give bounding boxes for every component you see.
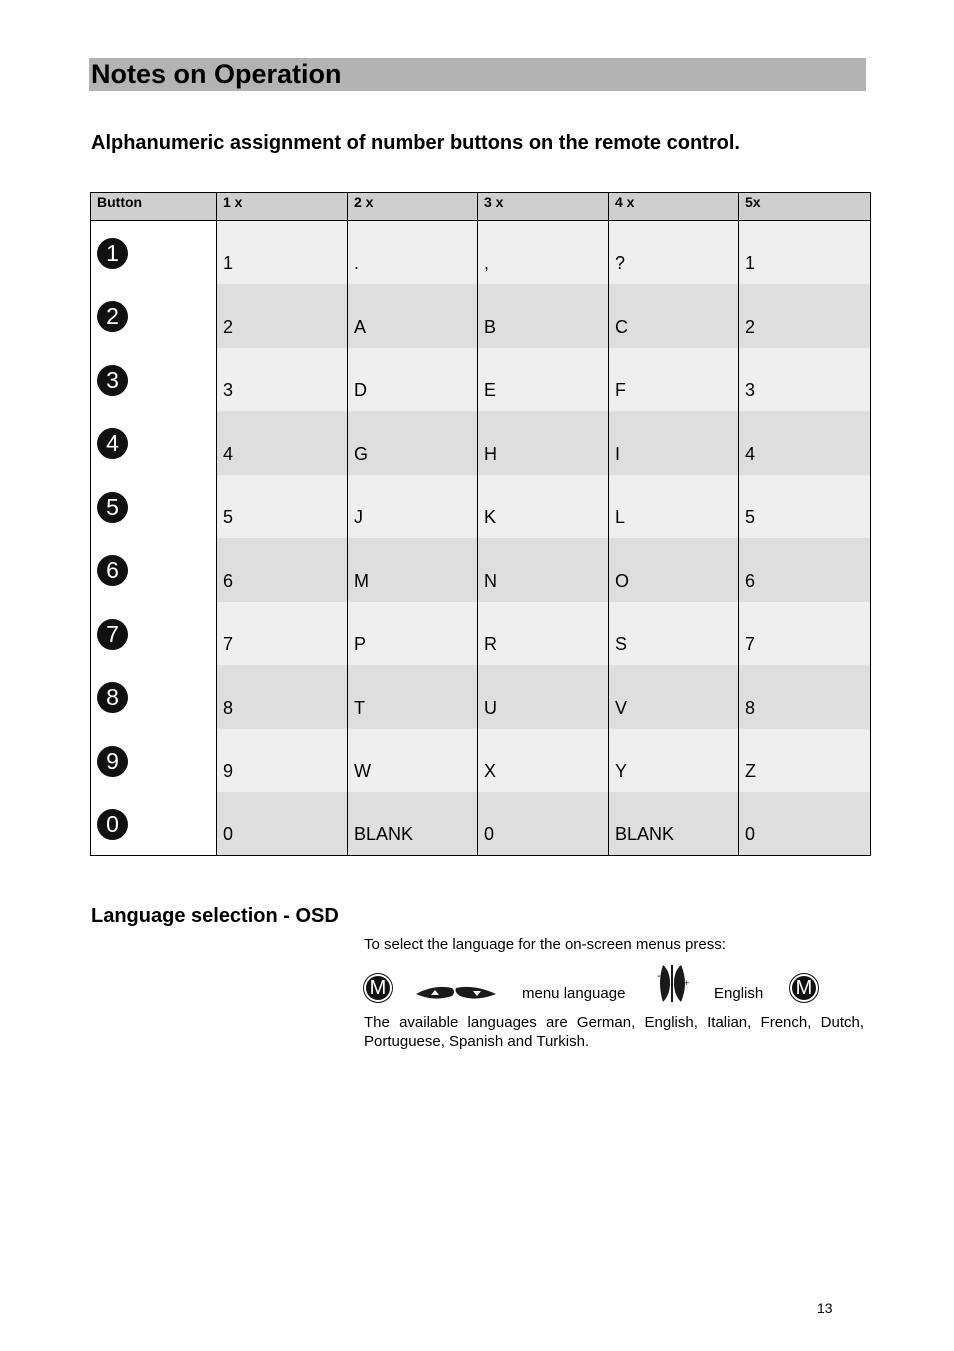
char-cell: O: [609, 538, 739, 602]
table-row: [91, 411, 871, 475]
char-cell: H: [478, 411, 609, 475]
table-row: [91, 729, 871, 793]
char-cell: K: [478, 475, 609, 539]
number-button-icon: 1: [97, 238, 128, 269]
char-cell: 7: [217, 602, 348, 666]
char-cell: ?: [609, 221, 739, 285]
table-row: [91, 538, 871, 602]
char-cell: .: [348, 221, 478, 285]
char-cell: 3: [217, 348, 348, 412]
char-cell: R: [478, 602, 609, 666]
button-cell: [91, 792, 217, 856]
char-cell: 5: [739, 475, 871, 539]
char-cell: BLANK: [609, 792, 739, 856]
char-cell: I: [609, 411, 739, 475]
char-cell: 7: [739, 602, 871, 666]
char-cell: P: [348, 602, 478, 666]
char-cell: 1: [217, 221, 348, 285]
button-cell: [91, 348, 217, 412]
number-button-icon: 2: [97, 301, 128, 332]
char-cell: 9: [217, 729, 348, 793]
key-sequence: [362, 962, 882, 1008]
table-row: [91, 665, 871, 729]
char-cell: 6: [739, 538, 871, 602]
char-cell: E: [478, 348, 609, 412]
char-cell: 2: [739, 284, 871, 348]
button-cell: [91, 411, 217, 475]
alphanumeric-table: [90, 192, 871, 856]
char-cell: J: [348, 475, 478, 539]
column-header: 1 x: [217, 193, 348, 221]
char-cell: B: [478, 284, 609, 348]
language-section-title: Language selection - OSD: [91, 905, 339, 927]
column-header: 4 x: [609, 193, 739, 221]
char-cell: X: [478, 729, 609, 793]
column-header: 5x: [739, 193, 871, 221]
button-cell: [91, 284, 217, 348]
section-subtitle: Alphanumeric assignment of number buttons on the remote control.: [91, 132, 740, 154]
column-header: 3 x: [478, 193, 609, 221]
char-cell: 0: [217, 792, 348, 856]
button-cell: [91, 729, 217, 793]
char-cell: M: [348, 538, 478, 602]
char-cell: 4: [217, 411, 348, 475]
volume-minus-plus-button-icon: [654, 962, 692, 1004]
table-row: [91, 284, 871, 348]
char-cell: 4: [739, 411, 871, 475]
up-down-arrow-buttons-icon: [414, 982, 498, 1004]
char-cell: 0: [739, 792, 871, 856]
svg-text:+: +: [684, 978, 690, 988]
char-cell: V: [609, 665, 739, 729]
char-cell: 0: [478, 792, 609, 856]
button-cell: [91, 475, 217, 539]
svg-text:-: -: [657, 970, 661, 982]
char-cell: W: [348, 729, 478, 793]
table-header-row: [91, 193, 871, 221]
char-cell: T: [348, 665, 478, 729]
char-cell: 1: [739, 221, 871, 285]
menu-button-icon: M: [364, 974, 392, 1002]
button-cell: [91, 602, 217, 666]
button-cell: [91, 221, 217, 285]
char-cell: F: [609, 348, 739, 412]
number-button-icon: 3: [97, 365, 128, 396]
table-body: [91, 221, 871, 856]
char-cell: C: [609, 284, 739, 348]
number-button-icon: 5: [97, 492, 128, 523]
char-cell: Y: [609, 729, 739, 793]
char-cell: G: [348, 411, 478, 475]
char-cell: 8: [739, 665, 871, 729]
number-button-icon: 6: [97, 555, 128, 586]
available-languages-text: The available languages are German, English, Italian, French, Dutch, Portuguese, Spanish and Turkish.: [364, 1014, 864, 1050]
number-button-icon: 8: [97, 682, 128, 713]
menu-button-icon: M: [790, 974, 818, 1002]
number-button-icon: 0: [97, 809, 128, 840]
char-cell: 6: [217, 538, 348, 602]
table-row: [91, 348, 871, 412]
char-cell: D: [348, 348, 478, 412]
column-header: Button: [91, 193, 217, 221]
button-cell: [91, 538, 217, 602]
char-cell: Z: [739, 729, 871, 793]
table-row: [91, 792, 871, 856]
language-instruction: To select the language for the on-screen menus press:: [364, 936, 726, 953]
table-row: [91, 221, 871, 285]
char-cell: A: [348, 284, 478, 348]
char-cell: ,: [478, 221, 609, 285]
button-cell: [91, 665, 217, 729]
char-cell: U: [478, 665, 609, 729]
table-row: [91, 475, 871, 539]
page-number: 13: [817, 1300, 833, 1316]
column-header: 2 x: [348, 193, 478, 221]
char-cell: N: [478, 538, 609, 602]
char-cell: S: [609, 602, 739, 666]
char-cell: 5: [217, 475, 348, 539]
char-cell: 2: [217, 284, 348, 348]
english-value-label: English: [714, 985, 764, 1002]
number-button-icon: 4: [97, 428, 128, 459]
number-button-icon: 9: [97, 746, 128, 777]
page-title: Notes on Operation: [91, 59, 342, 89]
title-bar: [89, 58, 866, 91]
char-cell: L: [609, 475, 739, 539]
table-row: [91, 602, 871, 666]
char-cell: BLANK: [348, 792, 478, 856]
char-cell: 8: [217, 665, 348, 729]
menu-language-label: menu language: [522, 985, 626, 1002]
number-button-icon: 7: [97, 619, 128, 650]
char-cell: 3: [739, 348, 871, 412]
